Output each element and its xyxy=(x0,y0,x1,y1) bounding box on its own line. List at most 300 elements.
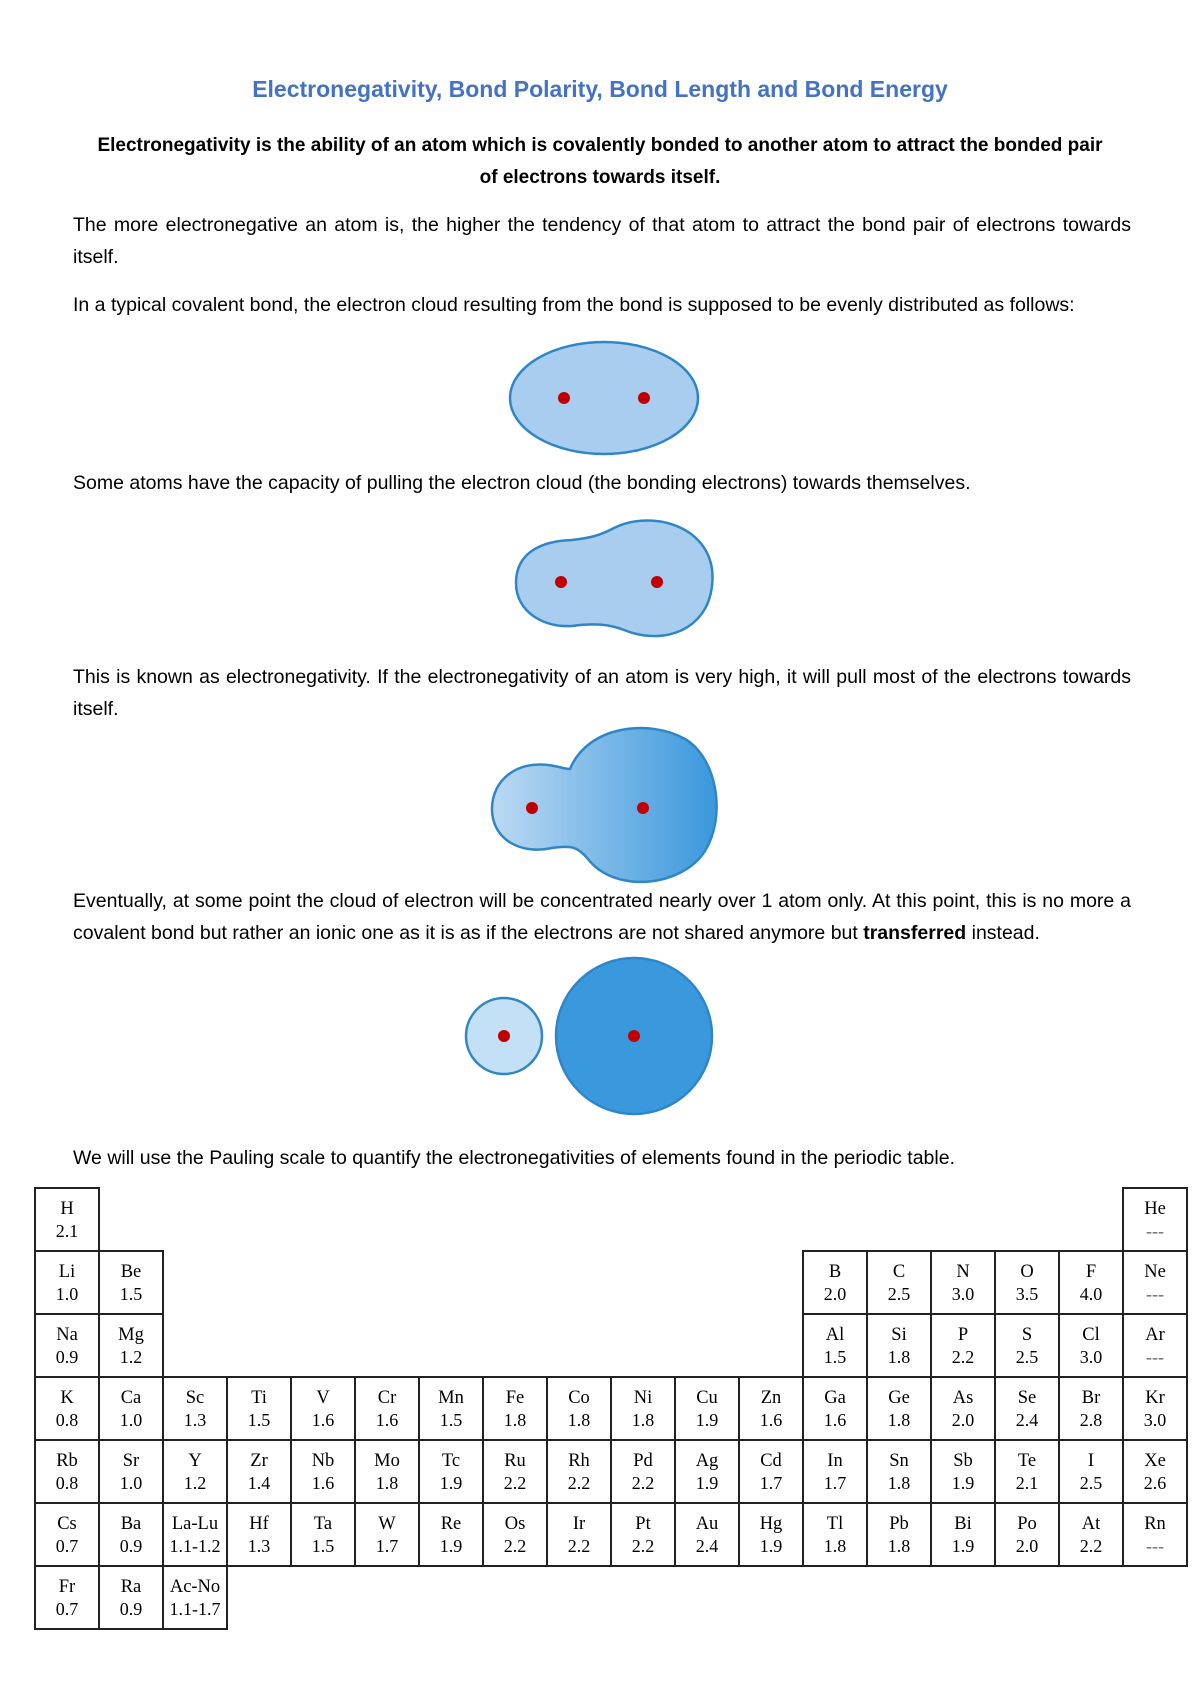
empty-cell xyxy=(291,1251,355,1314)
empty-cell xyxy=(867,1566,931,1629)
element-cell xyxy=(99,1503,163,1566)
electronegativity-value: 1.1-1.7 xyxy=(169,1598,221,1619)
element-symbol: Al xyxy=(825,1324,845,1345)
element-symbol: S xyxy=(1021,1324,1033,1345)
electronegativity-value: 1.5 xyxy=(823,1346,847,1367)
element-cell xyxy=(483,1440,547,1503)
electronegativity-value: 1.8 xyxy=(631,1409,655,1430)
empty-cell xyxy=(547,1188,611,1251)
empty-cell xyxy=(163,1314,227,1377)
empty-cell xyxy=(931,1566,995,1629)
element-symbol: Rh xyxy=(568,1450,590,1471)
electronegativity-value: 3.0 xyxy=(1079,1346,1103,1367)
empty-cell xyxy=(611,1251,675,1314)
electronegativity-value: 1.9 xyxy=(439,1535,463,1556)
electronegativity-value: 1.9 xyxy=(695,1472,719,1493)
element-symbol: Hg xyxy=(759,1513,783,1534)
empty-cell xyxy=(419,1251,483,1314)
empty-cell xyxy=(739,1251,803,1314)
periodic-row xyxy=(35,1251,1187,1314)
element-cell xyxy=(675,1377,739,1440)
element-cell xyxy=(611,1503,675,1566)
empty-cell xyxy=(227,1566,291,1629)
electronegativity-value: 1.0 xyxy=(55,1283,79,1304)
electronegativity-value: 1.3 xyxy=(247,1535,271,1556)
empty-cell xyxy=(739,1566,803,1629)
electronegativity-value: 1.8 xyxy=(503,1409,527,1430)
element-cell xyxy=(867,1314,931,1377)
element-symbol: Kr xyxy=(1145,1387,1165,1408)
element-cell xyxy=(739,1503,803,1566)
empty-cell xyxy=(291,1566,355,1629)
element-cell xyxy=(867,1440,931,1503)
electronegativity-value: 1.0 xyxy=(119,1409,143,1430)
electronegativity-value: 1.6 xyxy=(375,1409,399,1430)
paragraph-high-electronegativity: This is known as electronegativity. If the electronegativity of an atom is very high, it will pull most of the electrons towards itself. xyxy=(73,666,1131,720)
electronegativity-value: 2.8 xyxy=(1079,1409,1103,1430)
electronegativity-value: 2.2 xyxy=(951,1346,975,1367)
element-symbol: Mo xyxy=(374,1450,400,1471)
element-cell xyxy=(739,1377,803,1440)
element-cell xyxy=(355,1377,419,1440)
empty-cell xyxy=(611,1188,675,1251)
electronegativity-value: 1.3 xyxy=(183,1409,207,1430)
element-cell xyxy=(35,1377,99,1440)
element-cell xyxy=(163,1566,227,1629)
element-cell xyxy=(931,1503,995,1566)
element-cell xyxy=(35,1314,99,1377)
empty-cell xyxy=(99,1188,163,1251)
element-cell xyxy=(35,1566,99,1629)
empty-cell xyxy=(739,1188,803,1251)
element-cell xyxy=(547,1440,611,1503)
element-cell xyxy=(1059,1440,1123,1503)
element-cell xyxy=(99,1377,163,1440)
element-cell xyxy=(547,1503,611,1566)
element-symbol: Ir xyxy=(572,1513,586,1534)
electronegativity-value: 2.2 xyxy=(567,1535,591,1556)
element-symbol: Sr xyxy=(122,1450,140,1471)
element-cell xyxy=(739,1440,803,1503)
ionic-text-end: instead. xyxy=(966,922,1040,944)
element-symbol: Ra xyxy=(120,1576,142,1597)
empty-cell xyxy=(227,1314,291,1377)
electronegativity-value: 1.8 xyxy=(375,1472,399,1493)
electronegativity-value: 1.7 xyxy=(759,1472,783,1493)
element-symbol: Cr xyxy=(377,1387,397,1408)
electronegativity-value: 1.6 xyxy=(759,1409,783,1430)
empty-cell xyxy=(291,1314,355,1377)
element-symbol: Na xyxy=(56,1324,78,1345)
electronegativity-value: --- xyxy=(1146,1346,1164,1367)
element-symbol: Ni xyxy=(633,1387,653,1408)
electronegativity-value: 0.7 xyxy=(55,1598,79,1619)
electronegativity-value: 0.7 xyxy=(55,1535,79,1556)
empty-cell xyxy=(163,1188,227,1251)
element-cell xyxy=(419,1440,483,1503)
element-cell xyxy=(995,1440,1059,1503)
element-symbol: Rb xyxy=(56,1450,78,1471)
element-symbol: Au xyxy=(695,1513,719,1534)
nucleus-dot xyxy=(637,802,649,814)
electronegativity-value: 3.0 xyxy=(1143,1409,1167,1430)
electronegativity-value: 1.0 xyxy=(119,1472,143,1493)
empty-cell xyxy=(995,1566,1059,1629)
element-cell xyxy=(227,1377,291,1440)
empty-cell xyxy=(419,1566,483,1629)
electronegativity-value: 2.2 xyxy=(1079,1535,1103,1556)
element-cell xyxy=(1059,1314,1123,1377)
element-symbol: Re xyxy=(440,1513,462,1534)
empty-cell xyxy=(483,1251,547,1314)
element-cell xyxy=(995,1503,1059,1566)
element-symbol: Pb xyxy=(889,1513,909,1534)
electronegativity-value: 2.0 xyxy=(951,1409,975,1430)
definition-text: Electronegativity is the ability of an atom which is covalently bonded to another atom to attract the bonded pair of electrons towards itself. xyxy=(97,135,1103,188)
element-cell xyxy=(227,1440,291,1503)
paragraph-pulling-cloud: Some atoms have the capacity of pulling the electron cloud (the bonding electrons) towards themselves. xyxy=(73,472,971,494)
element-cell xyxy=(675,1440,739,1503)
electronegativity-value: 2.2 xyxy=(567,1472,591,1493)
electronegativity-value: 1.4 xyxy=(247,1472,271,1493)
periodic-row xyxy=(35,1188,1187,1251)
empty-cell xyxy=(355,1188,419,1251)
element-symbol: I xyxy=(1087,1450,1095,1471)
element-symbol: H xyxy=(60,1198,74,1219)
paragraph-ionic-bond xyxy=(73,885,1131,949)
element-cell xyxy=(35,1188,99,1251)
paragraph-electronegative-tendency: The more electronegative an atom is, the higher the tendency of that atom to attract the bond pair of electrons towards itself. xyxy=(73,214,1131,268)
element-cell xyxy=(1123,1503,1187,1566)
element-cell xyxy=(99,1314,163,1377)
electronegativity-value: 0.8 xyxy=(55,1472,79,1493)
element-symbol: B xyxy=(828,1261,842,1282)
electronegativity-value: 1.5 xyxy=(247,1409,271,1430)
electronegativity-value: 2.4 xyxy=(1015,1409,1039,1430)
empty-cell xyxy=(675,1314,739,1377)
polarized-electron-cloud-diagram xyxy=(514,518,714,643)
element-cell xyxy=(1059,1251,1123,1314)
element-cell xyxy=(291,1440,355,1503)
nucleus-dot xyxy=(628,1030,640,1042)
electronegativity-value: 1.7 xyxy=(823,1472,847,1493)
element-cell xyxy=(1123,1188,1187,1251)
electronegativity-value: 0.9 xyxy=(119,1598,143,1619)
element-symbol: Tl xyxy=(826,1513,844,1534)
electronegativity-value: 2.2 xyxy=(631,1472,655,1493)
electronegativity-value: 1.8 xyxy=(887,1409,911,1430)
electronegativity-value: 2.2 xyxy=(631,1535,655,1556)
electronegativity-value: 1.9 xyxy=(439,1472,463,1493)
element-cell xyxy=(547,1377,611,1440)
electronegativity-value: 3.5 xyxy=(1015,1283,1039,1304)
electronegativity-value: 2.0 xyxy=(1015,1535,1039,1556)
element-cell xyxy=(803,1314,867,1377)
element-symbol: Br xyxy=(1081,1387,1101,1408)
element-symbol: Ar xyxy=(1145,1324,1165,1345)
element-cell xyxy=(867,1377,931,1440)
element-symbol: Sb xyxy=(953,1450,973,1471)
element-cell xyxy=(419,1377,483,1440)
empty-cell xyxy=(1059,1188,1123,1251)
element-cell xyxy=(867,1251,931,1314)
electronegativity-value: 1.8 xyxy=(887,1472,911,1493)
electronegativity-value: 2.1 xyxy=(55,1220,79,1241)
electronegativity-value: 2.4 xyxy=(695,1535,719,1556)
element-symbol: Ba xyxy=(120,1513,142,1534)
electronegativity-value: 4.0 xyxy=(1079,1283,1103,1304)
empty-cell xyxy=(483,1314,547,1377)
element-symbol: Os xyxy=(504,1513,526,1534)
element-cell xyxy=(995,1377,1059,1440)
element-cell xyxy=(163,1440,227,1503)
electronegativity-value: 1.2 xyxy=(119,1346,143,1367)
element-cell xyxy=(35,1503,99,1566)
element-cell xyxy=(99,1440,163,1503)
empty-cell xyxy=(611,1566,675,1629)
empty-cell xyxy=(355,1251,419,1314)
element-cell xyxy=(483,1377,547,1440)
element-symbol: La-Lu xyxy=(171,1513,219,1534)
element-symbol: Sc xyxy=(185,1387,205,1408)
element-symbol: W xyxy=(378,1513,396,1534)
empty-cell xyxy=(355,1566,419,1629)
empty-cell xyxy=(995,1188,1059,1251)
empty-cell xyxy=(675,1188,739,1251)
element-cell xyxy=(803,1440,867,1503)
element-symbol: Ta xyxy=(313,1513,333,1534)
element-cell xyxy=(675,1503,739,1566)
element-symbol: Ne xyxy=(1144,1261,1166,1282)
element-symbol: In xyxy=(827,1450,843,1471)
electronegativity-value: 1.5 xyxy=(119,1283,143,1304)
element-cell xyxy=(803,1251,867,1314)
element-cell xyxy=(35,1251,99,1314)
element-symbol: Sn xyxy=(889,1450,909,1471)
electronegativity-value: 1.6 xyxy=(311,1409,335,1430)
element-cell xyxy=(995,1251,1059,1314)
page-title: Electronegativity, Bond Polarity, Bond Length and Bond Energy xyxy=(252,76,948,102)
electronegativity-value: 1.9 xyxy=(951,1535,975,1556)
electronegativity-value: 1.9 xyxy=(695,1409,719,1430)
element-cell xyxy=(931,1377,995,1440)
element-symbol: Ac-No xyxy=(169,1576,221,1597)
element-symbol: Rn xyxy=(1144,1513,1166,1534)
element-symbol: P xyxy=(957,1324,969,1345)
element-symbol: As xyxy=(952,1387,974,1408)
empty-cell xyxy=(803,1188,867,1251)
periodic-row xyxy=(35,1440,1187,1503)
empty-cell xyxy=(355,1314,419,1377)
electronegativity-value: 0.9 xyxy=(119,1535,143,1556)
element-symbol: Pt xyxy=(635,1513,651,1534)
empty-cell xyxy=(419,1314,483,1377)
paragraph-pauling-scale: We will use the Pauling scale to quantify the electronegativities of elements found in the periodic table. xyxy=(73,1147,955,1169)
element-symbol: Nb xyxy=(311,1450,335,1471)
empty-cell xyxy=(483,1566,547,1629)
electronegativity-value: 2.1 xyxy=(1015,1472,1039,1493)
electronegativity-value: 1.2 xyxy=(183,1472,207,1493)
element-symbol: Pd xyxy=(633,1450,653,1471)
element-symbol: Fe xyxy=(505,1387,525,1408)
electronegativity-value: 2.5 xyxy=(1079,1472,1103,1493)
periodic-row xyxy=(35,1503,1187,1566)
nucleus-dot xyxy=(526,802,538,814)
electronegativity-value: 0.8 xyxy=(55,1409,79,1430)
electronegativity-value: 1.6 xyxy=(823,1409,847,1430)
periodic-row xyxy=(35,1377,1187,1440)
element-symbol: Mn xyxy=(438,1387,464,1408)
electronegativity-value: 1.8 xyxy=(823,1535,847,1556)
nucleus-dot xyxy=(558,392,570,404)
element-cell xyxy=(867,1503,931,1566)
element-symbol: Li xyxy=(58,1261,76,1282)
element-cell xyxy=(931,1440,995,1503)
periodic-row xyxy=(35,1566,1187,1629)
electronegativity-value: 0.9 xyxy=(55,1346,79,1367)
electronegativity-value: 1.8 xyxy=(887,1346,911,1367)
empty-cell xyxy=(291,1188,355,1251)
element-symbol: Cs xyxy=(57,1513,77,1534)
element-cell xyxy=(99,1251,163,1314)
element-symbol: Mg xyxy=(118,1324,144,1345)
electron-cloud xyxy=(510,342,698,454)
empty-cell xyxy=(931,1188,995,1251)
empty-cell xyxy=(1059,1566,1123,1629)
empty-cell xyxy=(547,1251,611,1314)
electronegativity-value: 1.8 xyxy=(567,1409,591,1430)
ionic-bond-diagram xyxy=(464,956,718,1122)
empty-cell xyxy=(547,1314,611,1377)
electronegativity-value: 3.0 xyxy=(951,1283,975,1304)
empty-cell xyxy=(163,1251,227,1314)
electronegativity-value: 1.9 xyxy=(759,1535,783,1556)
element-symbol: Cd xyxy=(760,1450,782,1471)
electron-cloud xyxy=(516,520,713,636)
element-symbol: Hf xyxy=(249,1513,269,1534)
element-cell xyxy=(355,1503,419,1566)
ionic-text-start: Eventually, at some point the cloud of electron will be concentrated nearly over 1 atom only. At this point, this is no more a covalent bond but rather an ionic one as it is as if the electrons are not shared anymore but xyxy=(73,890,1131,944)
electronegativity-value: 1.9 xyxy=(951,1472,975,1493)
element-symbol: F xyxy=(1085,1261,1097,1282)
nucleus-dot xyxy=(638,392,650,404)
element-cell xyxy=(163,1503,227,1566)
electronegativity-value: 2.2 xyxy=(503,1535,527,1556)
electronegativity-value: --- xyxy=(1146,1283,1164,1304)
electronegativity-value: 2.5 xyxy=(887,1283,911,1304)
electronegativity-value: --- xyxy=(1146,1220,1164,1241)
empty-cell xyxy=(675,1251,739,1314)
element-symbol: Be xyxy=(120,1261,142,1282)
element-cell xyxy=(1123,1314,1187,1377)
empty-cell xyxy=(483,1188,547,1251)
element-cell xyxy=(803,1503,867,1566)
element-cell xyxy=(1059,1503,1123,1566)
element-symbol: K xyxy=(60,1387,74,1408)
electronegativity-value: 2.0 xyxy=(823,1283,847,1304)
element-symbol: Fr xyxy=(58,1576,76,1597)
electronegativity-value: 1.5 xyxy=(311,1535,335,1556)
element-symbol: Zn xyxy=(760,1387,782,1408)
element-symbol: O xyxy=(1020,1261,1034,1282)
empty-cell xyxy=(227,1251,291,1314)
electronegativity-value: 1.8 xyxy=(887,1535,911,1556)
element-cell xyxy=(419,1503,483,1566)
element-symbol: C xyxy=(892,1261,906,1282)
empty-cell xyxy=(1123,1566,1187,1629)
electronegativity-value: --- xyxy=(1146,1535,1164,1556)
transferred-emphasis: transferred xyxy=(863,922,967,944)
element-cell xyxy=(611,1440,675,1503)
empty-cell xyxy=(739,1314,803,1377)
electronegativity-value: 2.5 xyxy=(1015,1346,1039,1367)
element-symbol: Te xyxy=(1017,1450,1037,1471)
element-symbol: Bi xyxy=(954,1513,972,1534)
element-symbol: Zr xyxy=(250,1450,268,1471)
empty-cell xyxy=(803,1566,867,1629)
paragraph-covalent-bond: In a typical covalent bond, the electron cloud resulting from the bond is supposed to be evenly distributed as follows: xyxy=(73,294,1075,316)
element-cell xyxy=(291,1503,355,1566)
element-cell xyxy=(1123,1440,1187,1503)
empty-cell xyxy=(419,1188,483,1251)
element-cell xyxy=(611,1377,675,1440)
element-symbol: Ga xyxy=(824,1387,846,1408)
element-symbol: Se xyxy=(1017,1387,1037,1408)
nucleus-dot xyxy=(498,1030,510,1042)
empty-cell xyxy=(675,1566,739,1629)
element-symbol: Ti xyxy=(251,1387,267,1408)
element-cell xyxy=(355,1440,419,1503)
empty-cell xyxy=(547,1566,611,1629)
electronegativity-value: 1.6 xyxy=(311,1472,335,1493)
periodic-table xyxy=(34,1187,1188,1630)
element-cell xyxy=(803,1377,867,1440)
element-symbol: Ca xyxy=(120,1387,142,1408)
element-symbol: Po xyxy=(1017,1513,1037,1534)
element-cell xyxy=(1123,1377,1187,1440)
element-symbol: He xyxy=(1144,1198,1166,1219)
electronegativity-value: 1.1-1.2 xyxy=(169,1535,221,1556)
nucleus-dot xyxy=(555,576,567,588)
element-cell xyxy=(227,1503,291,1566)
element-symbol: V xyxy=(316,1387,330,1408)
element-symbol: Ag xyxy=(695,1450,719,1471)
element-cell xyxy=(163,1377,227,1440)
element-cell xyxy=(291,1377,355,1440)
element-symbol: Si xyxy=(891,1324,907,1345)
empty-cell xyxy=(611,1314,675,1377)
element-cell xyxy=(483,1503,547,1566)
element-symbol: Cu xyxy=(696,1387,718,1408)
even-electron-cloud-diagram xyxy=(508,340,700,456)
element-symbol: Xe xyxy=(1144,1450,1166,1471)
element-symbol: N xyxy=(956,1261,970,1282)
element-symbol: Y xyxy=(188,1450,202,1471)
electronegativity-value: 2.6 xyxy=(1143,1472,1167,1493)
electronegativity-value: 1.7 xyxy=(375,1535,399,1556)
element-symbol: Ge xyxy=(888,1387,910,1408)
element-cell xyxy=(99,1566,163,1629)
element-symbol: Tc xyxy=(441,1450,461,1471)
element-symbol: Ru xyxy=(504,1450,526,1471)
empty-cell xyxy=(227,1188,291,1251)
element-cell xyxy=(995,1314,1059,1377)
element-symbol: Co xyxy=(568,1387,590,1408)
nucleus-dot xyxy=(651,576,663,588)
electron-cloud xyxy=(492,728,717,882)
periodic-row xyxy=(35,1314,1187,1377)
element-cell xyxy=(1123,1251,1187,1314)
